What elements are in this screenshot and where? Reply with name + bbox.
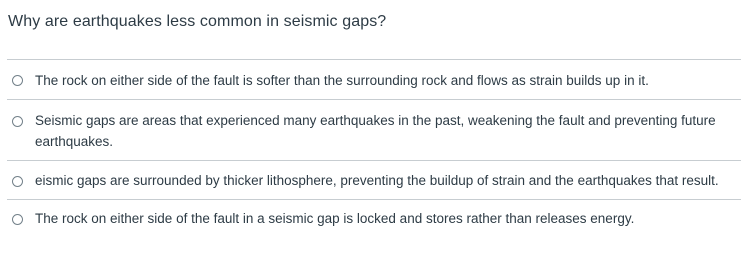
answer-option-4[interactable] [7, 200, 741, 239]
answer-label-4: The rock on either side of the fault in a seismic gap is locked and stores rather than releases energy. [35, 211, 635, 226]
answer-label-3: eismic gaps are surrounded by thicker lithosphere, preventing the buildup of strain and the earthquakes that result. [35, 173, 719, 188]
answer-label-2: Seismic gaps are areas that experienced many earthquakes in the past, weakening the fault and preventing future earthquakes. [35, 113, 716, 149]
radio-button-1[interactable] [12, 75, 23, 86]
answer-list [7, 59, 741, 239]
radio-button-4[interactable] [12, 214, 23, 225]
answer-label-1: The rock on either side of the fault is softer than the surrounding rock and flows as strain builds up in it. [35, 73, 649, 88]
answer-option-3[interactable] [7, 161, 741, 200]
radio-button-2[interactable] [12, 116, 23, 127]
answer-option-1[interactable] [7, 60, 741, 100]
question-text: Why are earthquakes less common in seismic gaps? [8, 13, 387, 30]
radio-button-3[interactable] [12, 176, 23, 187]
answer-option-2[interactable] [7, 100, 741, 161]
